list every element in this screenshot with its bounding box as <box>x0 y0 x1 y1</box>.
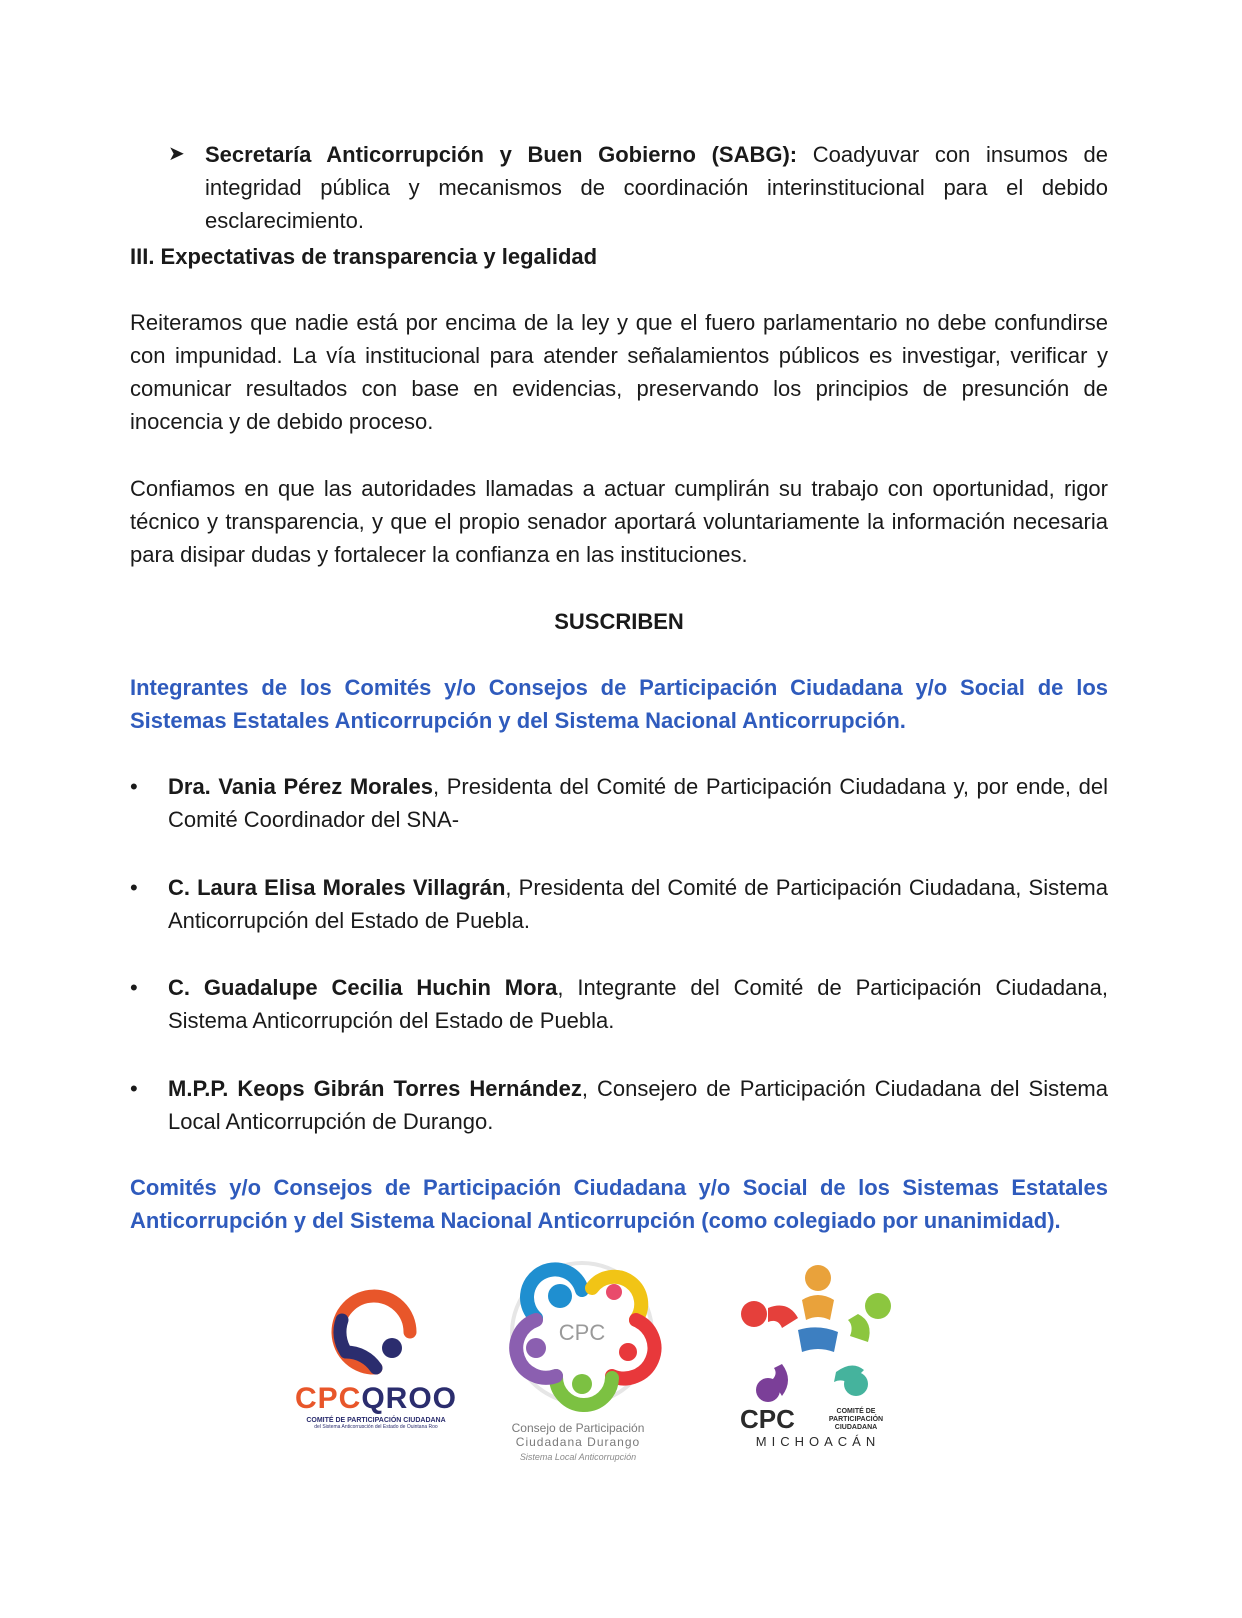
bullet-icon: • <box>130 875 138 900</box>
michoacan-sub-3: CIUDADANA <box>834 1424 878 1431</box>
durango-line-2: Ciudadana Durango <box>515 1435 641 1449</box>
sabg-text <box>205 138 1108 237</box>
paragraph-2: Confiamos en que las autoridades llamadas a actuar cumplirán su trabajo con oportunidad, rigor técnico y transparencia, y que el propio senador aportará voluntariamente la información necesaria para disipar dudas y fortalecer la confianza en las instituciones. <box>130 476 1108 567</box>
signer-name: C. Guadalupe Cecilia Huchin Mora <box>168 975 558 1000</box>
sabg-description: Coadyuvar con insumos de integridad pública y mecanismos de coordinación interinstitucional para el debido esclarecimiento. <box>205 142 1108 233</box>
michoacan-sub-1: COMITÉ DE <box>836 1408 876 1415</box>
cpc-qroo-emblem-icon <box>286 1268 466 1428</box>
signer-name: Dra. Vania Pérez Morales <box>168 774 433 799</box>
qroo-subtitle-1: COMITÉ DE PARTICIPACIÓN CIUDADANA <box>306 1417 446 1424</box>
michoacan-state: MICHOACÁN <box>755 1434 881 1449</box>
cpc-durango-emblem-icon <box>496 1248 682 1473</box>
signer-list-item <box>130 971 1108 1037</box>
signer-role: , Presidenta del Comité de Participación Ciudadana y, por ende, del Comité Coordinador del SNA- <box>168 774 1108 832</box>
arrow-bullet-icon: ➤ <box>168 143 185 165</box>
michoacan-sub-2: PARTICIPACIÓN <box>828 1416 884 1423</box>
cpc-michoacan-emblem-icon <box>738 1260 898 1450</box>
bullet-icon: • <box>130 1076 138 1101</box>
qroo-subtitle-2: del Sistema Anticorrupción del Estado de Quintana Roo <box>314 1424 438 1428</box>
qroo-title-cpc: CPC <box>294 1382 362 1415</box>
signer-role: , Consejero de Participación Ciudadana del Sistema Local Anticorrupción de Durango. <box>168 1076 1108 1134</box>
paragraph-1: Reiteramos que nadie está por encima de la ley y que el fuero parlamentario no debe confundirse con impunidad. La vía institucional para atender señalamientos públicos es investigar, verificar y comunicar resultados con base en evidencias, preservando los principios de presunción de inocencia y de debido proceso. <box>130 310 1108 434</box>
durango-line-3: Sistema Local Anticorrupción <box>519 1452 637 1462</box>
signer-list-item <box>130 871 1108 937</box>
blue-heading-members: Integrantes de los Comités y/o Consejos de Participación Ciudadana y/o Social de los Sistemas Estatales Anticorrupción y del Sistema Nacional Anticorrupción. <box>130 675 1108 733</box>
cpc-qroo-logo <box>286 1268 466 1428</box>
svg-text:CPCQROO <box>295 1382 457 1415</box>
signer-list-item <box>130 1072 1108 1138</box>
cpc-durango-logo <box>496 1248 682 1473</box>
section-heading: III. Expectativas de transparencia y legalidad <box>130 244 598 269</box>
signer-list-item <box>130 770 1108 836</box>
cpc-michoacan-logo <box>738 1260 898 1450</box>
sabg-bold-label: Secretaría Anticorrupción y Buen Gobierno (SABG): <box>205 142 798 167</box>
durango-line-1: Consejo de Participación <box>511 1421 645 1435</box>
sabg-list-item <box>168 138 1108 237</box>
blue-heading-committees: Comités y/o Consejos de Participación Ciudadana y/o Social de los Sistemas Estatales Anticorrupción y del Sistema Nacional Anticorrupción (como colegiado por unanimidad). <box>130 1175 1108 1233</box>
michoacan-title: CPC <box>740 1404 795 1434</box>
signer-role: , Integrante del Comité de Participación Ciudadana, Sistema Anticorrupción del Estado de Puebla. <box>168 975 1108 1033</box>
bullet-icon: • <box>130 975 138 1000</box>
bullet-icon: • <box>130 774 138 799</box>
qroo-title-qroo: QROO <box>361 1382 458 1415</box>
signer-name: M.P.P. Keops Gibrán Torres Hernández <box>168 1076 582 1101</box>
signer-name: C. Laura Elisa Morales Villagrán <box>168 875 506 900</box>
durango-center-label: CPC <box>558 1320 606 1345</box>
suscriben-heading: SUSCRIBEN <box>554 609 684 634</box>
logos-row <box>0 1248 1242 1478</box>
signer-role: , Presidenta del Comité de Participación Ciudadana, Sistema Anticorrupción del Estado de Puebla. <box>168 875 1108 933</box>
